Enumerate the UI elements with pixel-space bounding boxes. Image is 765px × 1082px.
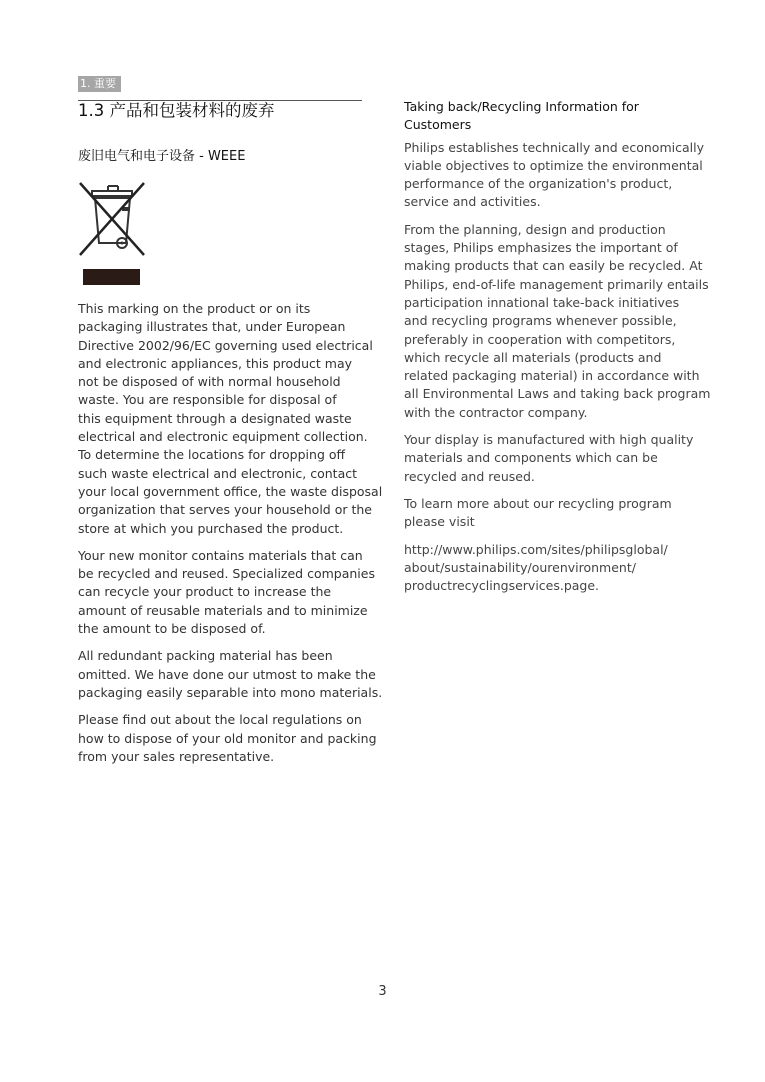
text-line: All redundant packing material has been — [78, 648, 333, 664]
text-line: organization that serves your household or the — [78, 502, 372, 518]
left-column — [78, 300, 383, 775]
paragraph — [404, 541, 704, 596]
paragraph — [404, 139, 704, 212]
text-line: with the contractor company. — [404, 404, 588, 420]
text-line: Your new monitor contains materials that can — [78, 547, 363, 563]
text-line: stages, Philips emphasizes the important of — [404, 240, 678, 256]
text-line: from your sales representative. — [78, 748, 275, 764]
section-heading: 1.3 产品和包装材料的废弃 — [78, 101, 275, 120]
text-line: please visit — [404, 514, 475, 530]
text-line: be recycled and reused. Specialized companies — [78, 566, 375, 582]
text-line: performance of the organization's product, — [404, 176, 673, 192]
text-line: preferably in cooperation with competitors, — [404, 331, 676, 347]
text-line: the amount to be disposed of. — [78, 621, 266, 637]
text-line: store at which you purchased the product. — [78, 520, 344, 536]
text-line: viable objectives to optimize the environmental — [404, 157, 703, 173]
text-line: packaging easily separable into mono materials. — [78, 684, 383, 700]
paragraph — [404, 431, 704, 486]
text-line: this equipment through a designated waste — [78, 410, 352, 426]
text-line: recycled and reused. — [404, 468, 535, 484]
text-line: Taking back/Recycling Information for — [404, 99, 639, 114]
text-line: your local government office, the waste disposal — [78, 483, 383, 499]
text-line: how to dispose of your old monitor and packing — [78, 730, 377, 746]
page-number: 3 — [378, 984, 387, 999]
text-line: making products that can easily be recycled. At — [404, 258, 703, 274]
paragraph — [78, 711, 377, 766]
text-line: This marking on the product or on its — [78, 301, 311, 316]
paragraph — [404, 221, 711, 422]
text-line: such waste electrical and electronic, contact — [78, 465, 358, 481]
text-line: and recycling programs whenever possible, — [404, 313, 677, 329]
right-column — [404, 98, 711, 604]
text-line: participation innational take-back initiatives — [404, 294, 680, 310]
text-line: Philips establishes technically and economically — [404, 139, 704, 155]
text-line: To learn more about our recycling program — [404, 495, 672, 511]
text-line: Philips, end-of-life management primarily entails — [404, 276, 709, 292]
text-line: not be disposed of with normal household — [78, 374, 341, 390]
text-line: related packaging material) in accordance with — [404, 368, 700, 384]
text-line: To determine the locations for dropping off — [78, 447, 346, 463]
chapter-tab: 1. 重要 — [78, 76, 121, 92]
paragraph — [404, 495, 704, 532]
text-line: waste. You are responsible for disposal of — [78, 392, 337, 408]
text-line: materials and components which can be — [404, 450, 658, 466]
text-line: From the planning, design and production — [404, 221, 666, 237]
text-line: and electronic appliances, this product may — [78, 355, 353, 371]
paragraph — [78, 300, 383, 538]
text-line: packaging illustrates that, under European — [78, 319, 346, 335]
text-line: about/sustainability/ourenvironment/ — [404, 559, 636, 575]
text-line: Your display is manufactured with high quality — [404, 432, 694, 448]
text-line: Directive 2002/96/EC governing used electrical — [78, 337, 373, 353]
paragraph — [78, 547, 375, 638]
text-line: Please find out about the local regulations on — [78, 712, 362, 728]
weee-title: 废旧电气和电子设备 - WEEE — [78, 149, 246, 164]
text-line: service and activities. — [404, 194, 541, 210]
paragraph — [78, 647, 383, 702]
text-line: amount of reusable materials and to minimize — [78, 602, 368, 618]
text-line: omitted. We have done our utmost to make the — [78, 666, 376, 682]
recycling-heading — [404, 98, 704, 135]
text-line: can recycle your product to increase the — [78, 584, 332, 600]
crossed-out-wheelie-bin-icon — [78, 181, 148, 291]
text-line: which recycle all materials (products and — [404, 349, 662, 365]
text-line: productrecyclingservices.page. — [404, 578, 600, 594]
text-line: all Environmental Laws and taking back program — [404, 386, 711, 402]
text-line: Customers — [404, 117, 472, 133]
text-line: electrical and electronic equipment collection. — [78, 429, 368, 445]
text-line: http://www.philips.com/sites/philipsglobal/ — [404, 541, 668, 557]
